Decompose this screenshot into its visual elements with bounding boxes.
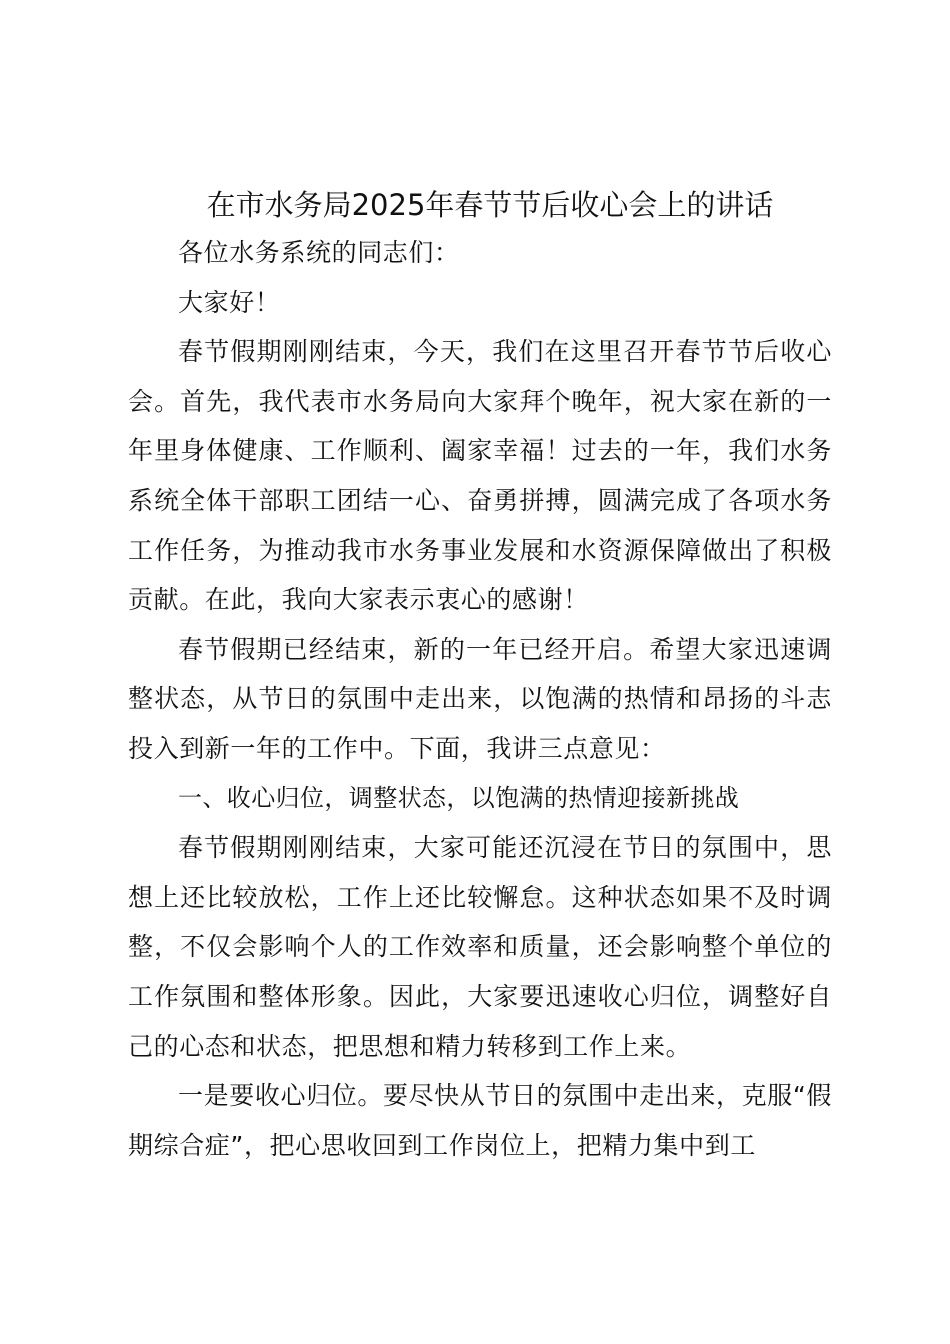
section-heading-1: 一、收心归位，调整状态，以饱满的热情迎接新挑战 [178,783,740,812]
greeting: 大家好！ [178,287,281,317]
section-1-paragraph: 春节假期刚刚结束，大家可能还沉浸在节日的氛围中，思想上还比较放松，工作上还比较懈怠。这种状态如果不及时调整，不仅会影响个人的工作效率和质量，还会影响整个单位的工作氛围和整体形象。因此，大家要迅速收心归位，调整好自己的心态和状态，把思想和精力转移到工作上来。 [128,833,832,1061]
document-body [128,182,832,1170]
paragraph-opening: 春节假期刚刚结束，今天，我们在这里召开春节节后收心会。首先，我代表市水务局向大家拜个晚年，祝大家在新的一年里身体健康、工作顺利、阖家幸福！过去的一年，我们水务系统全体干部职工团结一心、奋勇拼搏，圆满完成了各项水务工作任务，为推动我市水务事业发展和水资源保障做出了积极贡献。在此，我向大家表示衷心的感谢！ [128,337,832,615]
paragraph-expectations: 春节假期已经结束，新的一年已经开启。希望大家迅速调整状态，从节日的氛围中走出来，以饱满的热情和昂扬的斗志投入到新一年的工作中。下面，我讲三点意见： [128,634,832,763]
document-title: 在市水务局2025年春节节后收心会上的讲话 [206,188,774,222]
section-1-point-1: 一是要收心归位。要尽快从节日的氛围中走出来，克服“假期综合症”，把心思收回到工作岗位上，把精力集中到工 [128,1081,832,1160]
salutation: 各位水务系统的同志们： [178,238,460,267]
